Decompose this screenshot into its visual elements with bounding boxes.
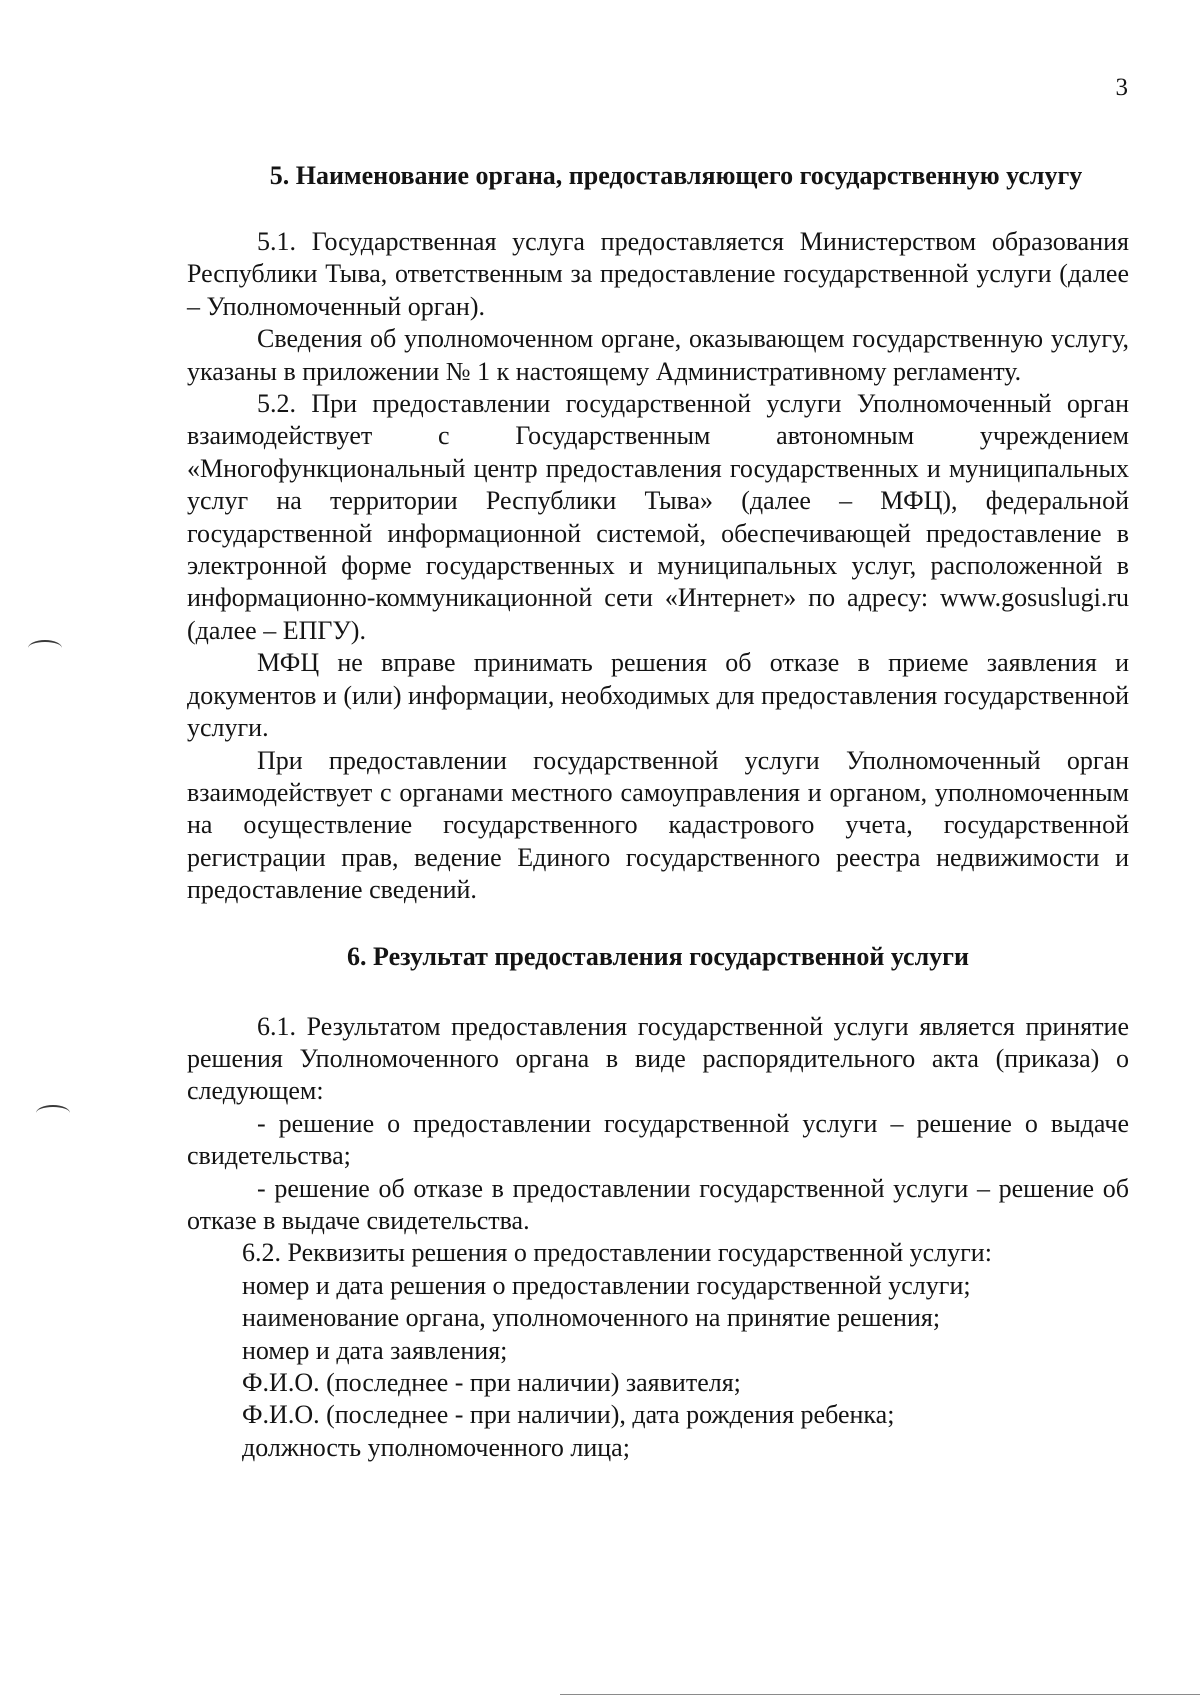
scan-artifact-mark xyxy=(28,640,62,656)
paragraph-6-1: 6.1. Результатом предоставления государственной услуги является принятие решения Уполномоченного органа в виде распорядительного акта (приказа) о следующем: xyxy=(187,1011,1129,1106)
requisite-line: номер и дата заявления; xyxy=(242,1335,508,1365)
requisite-line: номер и дата решения о предоставлении государственной услуги; xyxy=(242,1270,971,1300)
paragraph-mfc-restriction: МФЦ не вправе принимать решения об отказе в приеме заявления и документов и (или) информации, необходимых для предоставления государственной услуги. xyxy=(187,648,1129,743)
document-body xyxy=(187,160,1129,1464)
scan-artifact-mark xyxy=(36,1105,70,1121)
result-item-grant: - решение о предоставлении государственной услуги – решение о выдаче свидетельства; xyxy=(187,1108,1129,1171)
section-5-body xyxy=(187,226,1129,907)
requisite-line: наименование органа, уполномоченного на принятие решения; xyxy=(242,1303,941,1333)
requisite-line: Ф.И.О. (последнее - при наличии) заявителя; xyxy=(242,1368,741,1397)
scan-artifact-line xyxy=(560,1694,1200,1695)
page-number: 3 xyxy=(1115,74,1128,101)
requisite-line: должность уполномоченного лица; xyxy=(242,1432,630,1462)
paragraph-6-2: 6.2. Реквизиты решения о предоставлении государственной услуги: xyxy=(242,1238,992,1268)
paragraph-5-1: 5.1. Государственная услуга предоставляется Министерством образования Республики Тыва, ответственным за предоставление государственной услуги (далее – Уполномоченный орган). xyxy=(187,227,1129,321)
paragraph-5-2: 5.2. При предоставлении государственной услуги Уполномоченный орган взаимодействует с Государственным автономным учреждением «Многофункциональный центр предоставления государственных и муниципальных услуг на территории Республики Тыва» (далее – МФЦ), федеральной государственной информационной системой, обеспечивающей предоставление в электронной форме государственных и муниципальных услуг, расположенной в информационно-коммуникационной сети «Интернет» по адресу: www.gosuslugi.ru (далее – ЕПГУ). xyxy=(187,389,1129,645)
section-6-heading: 6. Результат предоставления государственной услуги xyxy=(347,941,969,971)
paragraph-authority-info: Сведения об уполномоченном органе, оказывающем государственную услугу, указаны в приложении № 1 к настоящему Административному регламенту. xyxy=(187,324,1129,386)
requisite-line: Ф.И.О. (последнее - при наличии), дата рождения ребенка; xyxy=(242,1400,895,1430)
paragraph-interaction: При предоставлении государственной услуги Уполномоченный орган взаимодействует с органами местного самоуправления и органом, уполномоченным на осуществление государственного кадастрового учета, государственной регистрации прав, ведение Единого государственного реестра недвижимости и предоставление сведений. xyxy=(187,745,1129,905)
section-5-heading: 5. Наименование органа, предоставляющего государственную услугу xyxy=(269,161,1083,190)
result-item-refusal: - решение об отказе в предоставлении государственной услуги – решение об отказе в выдаче свидетельства. xyxy=(187,1173,1129,1235)
section-6-body xyxy=(187,1011,1129,1465)
